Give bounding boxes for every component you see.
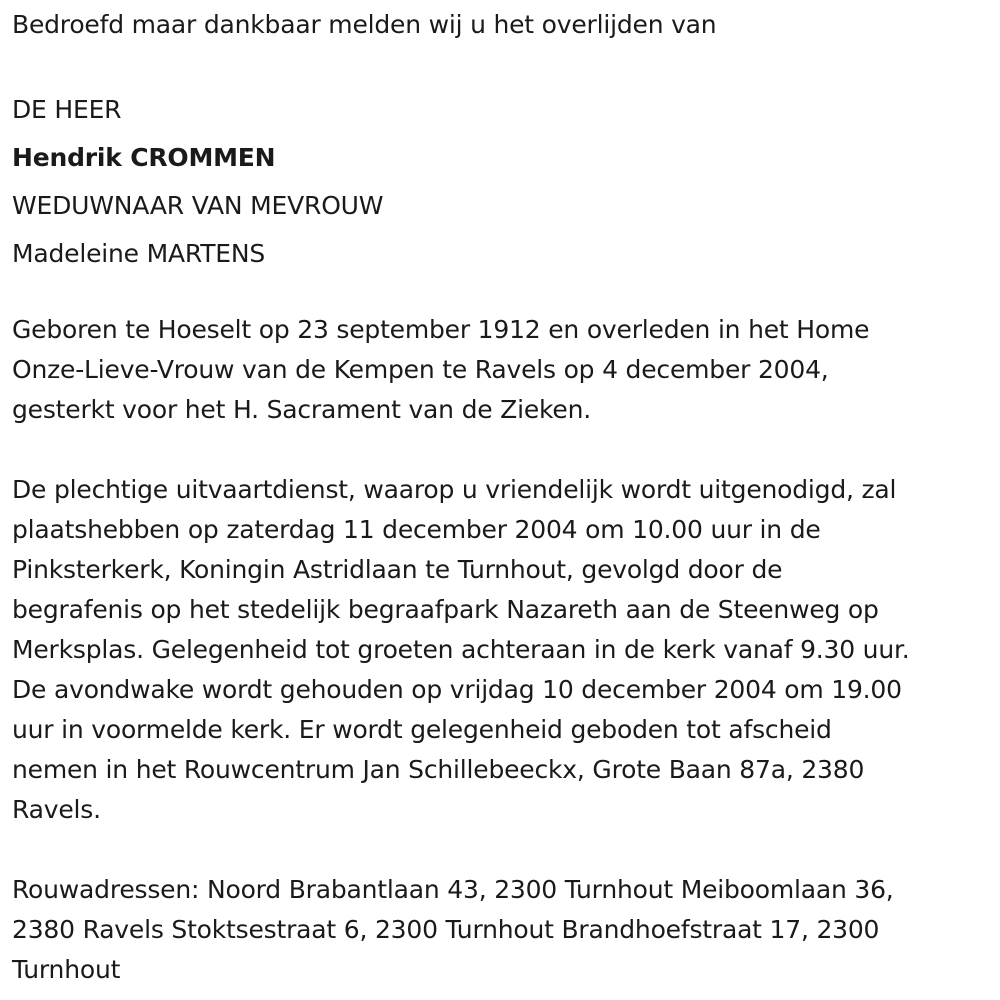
spouse-name: Madeleine MARTENS [12, 239, 266, 268]
paragraph-line: plaatshebben op zaterdag 11 december 2004 om 10.00 uur in de [12, 515, 821, 544]
intro-text: Bedroefd maar dankbaar melden wij u het overlijden van [12, 10, 717, 39]
paragraph-line: 2380 Ravels Stoktsestraat 6, 2300 Turnhout Brandhoefstraat 17, 2300 [12, 915, 880, 944]
paragraph-line: Merksplas. Gelegenheid tot groeten achteraan in de kerk vanaf 9.30 uur. [12, 635, 910, 664]
paragraph-line: Rouwadressen: Noord Brabantlaan 43, 2300 Turnhout Meiboomlaan 36, [12, 875, 894, 904]
paragraph-line: Onze-Lieve-Vrouw van de Kempen te Ravels op 4 december 2004, [12, 355, 829, 384]
intro-section [12, 5, 716, 45]
deceased-name: Hendrik CROMMEN [12, 143, 276, 172]
paragraph-line: Ravels. [12, 795, 101, 824]
birth-death-paragraph [12, 310, 869, 430]
addresses-paragraph [12, 870, 894, 990]
paragraph-line: nemen in het Rouwcentrum Jan Schillebeeckx, Grote Baan 87a, 2380 [12, 755, 865, 784]
honorific: DE HEER [12, 95, 122, 124]
paragraph-line: begrafenis op het stedelijk begraafpark Nazareth aan de Steenweg op [12, 595, 879, 624]
paragraph-line: gesterkt voor het H. Sacrament van de Zieken. [12, 395, 591, 424]
deceased-block [12, 86, 383, 278]
paragraph-line: Geboren te Hoeselt op 23 september 1912 en overleden in het Home [12, 315, 870, 344]
paragraph-line: Turnhout [12, 955, 121, 984]
paragraph-line: De plechtige uitvaartdienst, waarop u vriendelijk wordt uitgenodigd, zal [12, 475, 897, 504]
service-paragraph [12, 470, 910, 830]
relation-text: WEDUWNAAR VAN MEVROUW [12, 191, 384, 220]
paragraph-line: Pinksterkerk, Koningin Astridlaan te Turnhout, gevolgd door de [12, 555, 783, 584]
paragraph-line: De avondwake wordt gehouden op vrijdag 10 december 2004 om 19.00 [12, 675, 902, 704]
paragraph-line: uur in voormelde kerk. Er wordt gelegenheid geboden tot afscheid [12, 715, 832, 744]
